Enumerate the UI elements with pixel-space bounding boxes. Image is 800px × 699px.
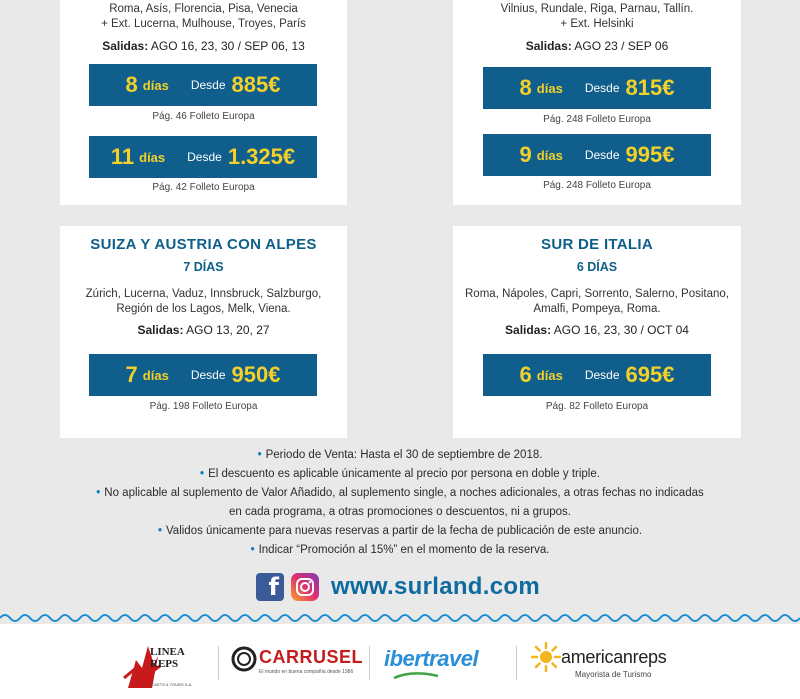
divider [218,646,219,680]
price: 815€ [625,75,675,100]
departures-dates: AGO 16, 23, 30 / SEP 06, 13 [150,39,305,53]
condition-text: El descuento es aplicable únicamente al precio por persona en doble y triple. [208,468,600,480]
tour-card-top-left [60,0,347,205]
price: 995€ [625,142,675,167]
footer-logos [0,624,800,699]
americanreps-tagline: Mayorista de Turismo [575,670,652,679]
price-box[interactable] [89,136,317,178]
condition-text: Validos únicamente para nuevas reservas a partir de la fecha de publicación de este anuncio. [165,525,643,537]
days-label: días [536,147,563,163]
days-count: 11 [110,144,135,169]
brochure-page: Pág. 46 Folleto Europa [152,111,255,122]
brochure-page: Pág. 198 Folleto Europa [149,401,258,412]
departures-dates: AGO 23 / SEP 06 [574,39,669,53]
days-label: días [142,77,169,93]
americanreps-logo [531,640,681,686]
conditions-list [0,446,800,560]
condition-item [0,446,800,465]
linea-reps-name: LINEA REPS [150,646,185,670]
price-box[interactable] [89,64,317,106]
sun-icon [531,642,561,672]
tour-card-bottom-right [453,226,741,438]
departures-dates: AGO 16, 23, 30 / OCT 04 [553,323,689,337]
linea-reps-tagline: TICKETS & TOURS S.A. [148,682,193,687]
instagram-glyph [295,577,315,597]
destinations-line: Roma, Asís, Florencia, Pisa, Venecia [109,3,298,15]
price-box[interactable] [483,67,711,109]
price-box[interactable] [483,354,711,396]
departures-dates: AGO 13, 20, 27 [186,323,270,337]
tour-title: SUIZA Y AUSTRIA CON ALPES [90,236,317,253]
price: 695€ [625,362,675,387]
website-link[interactable]: www.surland.com [331,573,540,600]
condition-text: Periodo de Venta: Hasta el 30 de septiembre de 2018. [265,449,543,461]
bullet-icon: • [96,487,101,499]
departures [60,322,347,338]
departures-label: Salidas: [102,39,149,53]
carrusel-tagline: El mundo en buena compañía desde 1986 [259,669,354,675]
ibertravel-swoosh-icon [392,670,440,682]
tour-duration: 6 DÍAS [576,260,618,274]
condition-item-continued [0,503,800,522]
bullet-icon: • [257,449,262,461]
destinations [60,287,347,317]
departures [453,38,741,54]
tour-card-bottom-left [60,226,347,438]
destinations-line: + Ext. Helsinki [560,18,634,30]
bullet-icon: • [200,468,205,480]
instagram-icon[interactable] [291,573,319,601]
days-label: días [536,80,563,96]
days-label: días [142,367,169,383]
condition-item [0,465,800,484]
americanreps-name: americanreps [561,647,667,667]
destinations-line: Zúrich, Lucerna, Vaduz, Innsbruck, Salzburgo, [85,288,322,300]
departures-label: Salidas: [137,323,184,337]
destinations-line: Vilnius, Rundale, Riga, Parnau, Tallín. [500,3,694,15]
from-label: Desde [190,78,226,92]
days-count: 6 [519,362,532,387]
facebook-icon[interactable]: f [256,573,284,601]
condition-text: Indicar “Promoción al 15%” en el momento de la reserva. [258,544,550,556]
brochure-page: Pág. 248 Folleto Europa [543,180,651,191]
divider [516,646,517,680]
destinations-line: Región de los Lagos, Melk, Viena. [116,303,291,315]
condition-item [0,522,800,541]
from-label: Desde [584,368,620,382]
from-label: Desde [584,81,620,95]
ibertravel-logo [384,640,510,684]
from-label: Desde [190,368,226,382]
destinations [453,287,741,317]
brochure-page: Pág. 42 Folleto Europa [152,182,255,193]
tour-title: SUR DE ITALIA [541,236,653,253]
condition-item [0,541,800,560]
wave-divider [0,612,800,624]
days-label: días [139,149,166,165]
condition-item [0,484,800,503]
departures-label: Salidas: [525,39,572,53]
destinations-line: Amalfi, Pompeya, Roma. [533,303,661,315]
bullet-icon: • [250,544,255,556]
divider [369,646,370,680]
price: 885€ [231,72,281,97]
tour-duration: 7 DÍAS [183,260,224,274]
bullet-icon: • [157,525,162,537]
ibertravel-name: ibertravel [384,646,479,671]
price: 950€ [231,362,281,387]
carrusel-name: CARRUSEL [259,647,364,667]
price-box[interactable] [89,354,317,396]
days-label: días [536,367,563,383]
destinations [60,2,347,32]
linea-reps-logo [122,638,204,690]
from-label: Desde [187,150,222,164]
social-row [256,571,540,603]
departures [60,38,347,54]
condition-text: No aplicable al suplemento de Valor Añadido, al suplemento single, a noches adicionales, a otras fechas no indicadas [104,487,704,499]
destinations [453,2,741,32]
brochure-page: Pág. 82 Folleto Europa [545,401,649,412]
days-count: 8 [519,75,532,100]
price-box[interactable] [483,134,711,176]
departures [453,322,741,338]
price: 1.325€ [227,144,296,169]
days-count: 9 [519,142,532,167]
brochure-page: Pág. 248 Folleto Europa [543,114,651,125]
carrusel-logo [231,644,364,684]
tour-card-top-right [453,0,741,205]
carrusel-emblem-icon [231,646,257,672]
condition-text: en cada programa, a otras promociones o descuentos, ni a grupos. [228,506,571,518]
destinations-line: Roma, Nápoles, Capri, Sorrento, Salerno, Positano, [465,288,729,300]
days-count: 7 [125,362,138,387]
departures-label: Salidas: [505,323,552,337]
days-count: 8 [125,72,138,97]
from-label: Desde [584,148,620,162]
destinations-line: + Ext. Lucerna, Mulhouse, Troyes, París [101,18,306,30]
